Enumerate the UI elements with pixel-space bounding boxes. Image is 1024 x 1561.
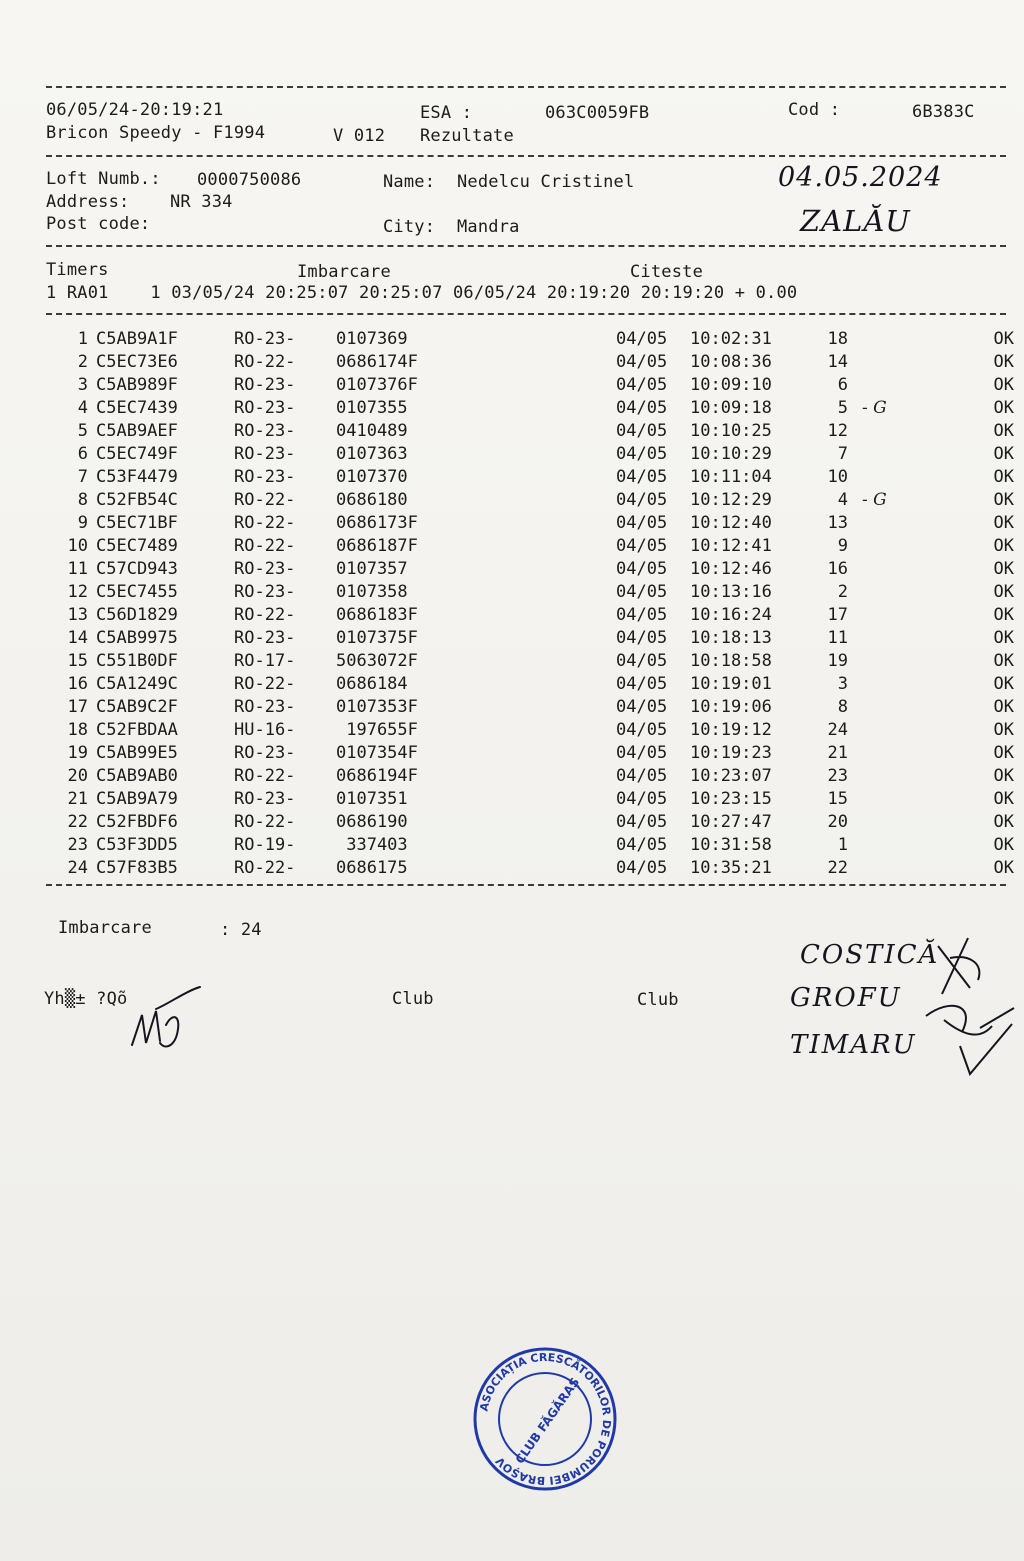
row-number: 7 (77, 466, 88, 487)
status-ok: OK (993, 328, 1014, 349)
arrival-date: 04/05 (616, 765, 668, 786)
status-ok: OK (993, 443, 1014, 464)
status-ok: OK (993, 650, 1014, 671)
arrival-time: 10:16:24 (690, 604, 772, 625)
handwritten-mark (848, 419, 926, 442)
arrival-time: 10:10:29 (690, 443, 772, 464)
arrival-time: 10:18:13 (690, 627, 772, 648)
status-ok: OK (993, 696, 1014, 717)
ring-prefix: RO-23- (234, 742, 296, 763)
chip-id: C551B0DF (96, 650, 178, 671)
row-number: 20 (67, 765, 88, 786)
rank-number: 24 (827, 719, 848, 740)
arrival-date: 04/05 (616, 351, 668, 372)
ring-number: 337403 (336, 834, 408, 855)
ring-number: 0107358 (336, 581, 408, 602)
arrival-time: 10:12:46 (690, 558, 772, 579)
arrival-time: 10:12:41 (690, 535, 772, 556)
status-ok: OK (993, 351, 1014, 372)
row-number: 9 (77, 512, 88, 533)
row-number: 22 (67, 811, 88, 832)
city-label: City: (383, 217, 436, 237)
chip-id: C5EC749F (96, 443, 178, 464)
table-row (46, 741, 1014, 764)
handwritten-place: ZALĂU (800, 204, 911, 238)
rank-number: 23 (827, 765, 848, 786)
status-ok: OK (993, 742, 1014, 763)
divider (46, 155, 1006, 157)
handwritten-mark (848, 580, 926, 603)
ring-number: 0107355 (336, 397, 408, 418)
chip-id: C53F4479 (96, 466, 178, 487)
arrival-time: 10:08:36 (690, 351, 772, 372)
chip-id: C56D1829 (96, 604, 178, 625)
arrival-time: 10:19:23 (690, 742, 772, 763)
arrival-date: 04/05 (616, 673, 668, 694)
stamp-inner-text: CLUB FĂGĂRAȘ (512, 1375, 583, 1467)
arrival-date: 04/05 (616, 512, 668, 533)
table-row (46, 488, 1014, 511)
arrival-date: 04/05 (616, 558, 668, 579)
ring-prefix: RO-23- (234, 466, 296, 487)
table-row (46, 373, 1014, 396)
arrival-date: 04/05 (616, 581, 668, 602)
report-datetime: 06/05/24-20:19:21 (46, 100, 224, 120)
divider (46, 86, 1006, 88)
rank-number: 16 (827, 558, 848, 579)
citeste-header: Citeste (630, 262, 704, 282)
ring-prefix: RO-23- (234, 627, 296, 648)
chip-id: C5AB9C2F (96, 696, 178, 717)
row-number: 24 (67, 857, 88, 878)
status-ok: OK (993, 788, 1014, 809)
arrival-date: 04/05 (616, 811, 668, 832)
ring-number: 0107357 (336, 558, 408, 579)
row-number: 1 (77, 328, 88, 349)
cod-label: Cod : (788, 100, 841, 120)
table-row (46, 787, 1014, 810)
imbarcare-total-value: : 24 (220, 920, 262, 940)
ring-number: 0686190 (336, 811, 408, 832)
chip-id: C57CD943 (96, 558, 178, 579)
loft-label: Loft Numb.: (46, 169, 161, 189)
ring-number: 0107354F (336, 742, 418, 763)
row-number: 21 (67, 788, 88, 809)
ring-prefix: RO-17- (234, 650, 296, 671)
handwritten-name-2: GROFU (790, 983, 902, 1013)
ring-number: 0410489 (336, 420, 408, 441)
status-ok: OK (993, 673, 1014, 694)
handwritten-mark (848, 465, 926, 488)
chip-id: C5AB9975 (96, 627, 178, 648)
row-number: 18 (67, 719, 88, 740)
signature-scribble (126, 985, 206, 1065)
arrival-time: 10:19:01 (690, 673, 772, 694)
arrival-date: 04/05 (616, 857, 668, 878)
handwritten-mark (848, 718, 926, 741)
chip-id: C53F3DD5 (96, 834, 178, 855)
arrival-date: 04/05 (616, 489, 668, 510)
signature-label: Yh▒± ?Qõ (44, 989, 128, 1009)
arrival-time: 10:13:16 (690, 581, 772, 602)
row-number: 5 (77, 420, 88, 441)
timers-label: Timers (46, 260, 109, 280)
row-number: 12 (67, 581, 88, 602)
signature-scribbles (920, 928, 1016, 1078)
rank-number: 13 (827, 512, 848, 533)
ring-number: 0107353F (336, 696, 418, 717)
handwritten-mark (848, 603, 926, 626)
ring-number: 0107363 (336, 443, 408, 464)
rank-number: 1 (837, 834, 848, 855)
status-ok: OK (993, 604, 1014, 625)
chip-id: C5EC71BF (96, 512, 178, 533)
arrival-date: 04/05 (616, 696, 668, 717)
status-ok: OK (993, 374, 1014, 395)
chip-id: C5EC7439 (96, 397, 178, 418)
loft-number: 0000750086 (197, 170, 302, 190)
ring-number: 5063072F (336, 650, 418, 671)
club-label-2: Club (637, 990, 679, 1010)
table-row (46, 695, 1014, 718)
city-value: Mandra (457, 217, 520, 237)
handwritten-mark (848, 327, 926, 350)
arrival-date: 04/05 (616, 397, 668, 418)
table-row (46, 396, 1014, 419)
imbarcare-total-label: Imbarcare (58, 918, 152, 938)
ring-prefix: RO-23- (234, 397, 296, 418)
ring-prefix: RO-22- (234, 673, 296, 694)
arrival-time: 10:19:06 (690, 696, 772, 717)
rank-number: 2 (837, 581, 848, 602)
chip-id: C52FB54C (96, 489, 178, 510)
rank-number: 6 (837, 374, 848, 395)
results-table (46, 327, 1014, 879)
row-number: 6 (77, 443, 88, 464)
table-row (46, 465, 1014, 488)
ring-number: 0686184 (336, 673, 408, 694)
chip-id: C5AB9AEF (96, 420, 178, 441)
row-number: 2 (77, 351, 88, 372)
table-row (46, 764, 1014, 787)
chip-id: C57F83B5 (96, 857, 178, 878)
rank-number: 4 (837, 489, 848, 510)
arrival-time: 10:31:58 (690, 834, 772, 855)
arrival-time: 10:23:07 (690, 765, 772, 786)
status-ok: OK (993, 420, 1014, 441)
rank-number: 5 (837, 397, 848, 418)
handwritten-mark (848, 649, 926, 672)
rank-number: 7 (837, 443, 848, 464)
table-row (46, 649, 1014, 672)
arrival-date: 04/05 (616, 466, 668, 487)
row-number: 10 (67, 535, 88, 556)
arrival-date: 04/05 (616, 650, 668, 671)
status-ok: OK (993, 489, 1014, 510)
handwritten-mark (848, 557, 926, 580)
ring-prefix: RO-22- (234, 489, 296, 510)
ring-prefix: RO-22- (234, 535, 296, 556)
club-label-1: Club (392, 989, 434, 1009)
arrival-time: 10:10:25 (690, 420, 772, 441)
ring-prefix: RO-23- (234, 443, 296, 464)
arrival-time: 10:11:04 (690, 466, 772, 487)
ring-prefix: RO-23- (234, 788, 296, 809)
ring-number: 0686175 (336, 857, 408, 878)
handwritten-mark (848, 810, 926, 833)
arrival-date: 04/05 (616, 627, 668, 648)
handwritten-mark (848, 764, 926, 787)
table-row (46, 350, 1014, 373)
arrival-time: 10:23:15 (690, 788, 772, 809)
row-number: 11 (67, 558, 88, 579)
arrival-date: 04/05 (616, 742, 668, 763)
status-ok: OK (993, 466, 1014, 487)
row-number: 19 (67, 742, 88, 763)
ring-prefix: RO-22- (234, 351, 296, 372)
table-row (46, 534, 1014, 557)
ring-prefix: RO-23- (234, 374, 296, 395)
address-label: Address: (46, 192, 130, 212)
ring-number: 0107351 (336, 788, 408, 809)
rank-number: 8 (837, 696, 848, 717)
table-row (46, 557, 1014, 580)
chip-id: C52FBDAA (96, 719, 178, 740)
ring-number: 0686173F (336, 512, 418, 533)
rank-number: 10 (827, 466, 848, 487)
ring-prefix: RO-22- (234, 512, 296, 533)
ring-number: 0107370 (336, 466, 408, 487)
divider (46, 884, 1006, 886)
table-row (46, 718, 1014, 741)
arrival-time: 10:02:31 (690, 328, 772, 349)
device-name: Bricon Speedy - F1994 (46, 123, 266, 143)
ring-prefix: RO-22- (234, 765, 296, 786)
ring-prefix: RO-23- (234, 558, 296, 579)
handwritten-mark (848, 856, 926, 879)
handwritten-mark: - G (862, 397, 887, 418)
handwritten-date: 04.05.2024 (778, 162, 943, 193)
ring-prefix: RO-23- (234, 328, 296, 349)
name-label: Name: (383, 172, 436, 192)
ring-prefix: RO-23- (234, 696, 296, 717)
timer-row: 1 RA01 1 03/05/24 20:25:07 20:25:07 06/05/24 20:19:20 20:19:20 + 0.00 (46, 283, 798, 303)
handwritten-mark (848, 626, 926, 649)
rank-number: 12 (827, 420, 848, 441)
ring-number: 197655F (336, 719, 418, 740)
handwritten-mark: - G (862, 489, 887, 510)
row-number: 4 (77, 397, 88, 418)
row-number: 17 (67, 696, 88, 717)
report-title: Rezultate (420, 126, 514, 146)
handwritten-mark (848, 373, 926, 396)
rank-number: 18 (827, 328, 848, 349)
chip-id: C52FBDF6 (96, 811, 178, 832)
rank-number: 20 (827, 811, 848, 832)
arrival-date: 04/05 (616, 328, 668, 349)
handwritten-mark (848, 350, 926, 373)
status-ok: OK (993, 512, 1014, 533)
status-ok: OK (993, 397, 1014, 418)
handwritten-mark (848, 534, 926, 557)
ring-number: 0686180 (336, 489, 408, 510)
arrival-time: 10:12:29 (690, 489, 772, 510)
status-ok: OK (993, 627, 1014, 648)
handwritten-mark (848, 695, 926, 718)
rank-number: 15 (827, 788, 848, 809)
arrival-date: 04/05 (616, 443, 668, 464)
row-number: 16 (67, 673, 88, 694)
table-row (46, 810, 1014, 833)
chip-id: C5EC7455 (96, 581, 178, 602)
ring-number: 0686187F (336, 535, 418, 556)
status-ok: OK (993, 581, 1014, 602)
rank-number: 17 (827, 604, 848, 625)
chip-id: C5AB99E5 (96, 742, 178, 763)
device-version: V 012 (333, 126, 386, 146)
chip-id: C5AB9A79 (96, 788, 178, 809)
esa-value: 063C0059FB (545, 103, 650, 123)
ring-number: 0107375F (336, 627, 418, 648)
ring-number: 0107376F (336, 374, 418, 395)
chip-id: C5AB9AB0 (96, 765, 178, 786)
rank-number: 14 (827, 351, 848, 372)
status-ok: OK (993, 535, 1014, 556)
handwritten-mark (848, 511, 926, 534)
arrival-time: 10:09:18 (690, 397, 772, 418)
chip-id: C5EC73E6 (96, 351, 178, 372)
status-ok: OK (993, 765, 1014, 786)
postcode-label: Post code: (46, 214, 151, 234)
row-number: 15 (67, 650, 88, 671)
stamp-outer-text: ASOCIAȚIA CRESCĂTORILOR DE PORUMBEI BRAȘOV (477, 1350, 614, 1488)
handwritten-mark (848, 787, 926, 810)
arrival-time: 10:09:10 (690, 374, 772, 395)
ring-number: 0686174F (336, 351, 418, 372)
table-row (46, 511, 1014, 534)
table-row (46, 419, 1014, 442)
status-ok: OK (993, 834, 1014, 855)
table-row (46, 672, 1014, 695)
ring-number: 0686183F (336, 604, 418, 625)
table-row (46, 327, 1014, 350)
imbarcare-header: Imbarcare (297, 262, 391, 282)
arrival-time: 10:19:12 (690, 719, 772, 740)
status-ok: OK (993, 811, 1014, 832)
arrival-date: 04/05 (616, 535, 668, 556)
rank-number: 21 (827, 742, 848, 763)
divider (46, 245, 1006, 247)
handwritten-mark (848, 741, 926, 764)
row-number: 13 (67, 604, 88, 625)
arrival-date: 04/05 (616, 834, 668, 855)
chip-id: C5AB9A1F (96, 328, 178, 349)
handwritten-name-3: TIMARU (790, 1030, 917, 1060)
arrival-time: 10:12:40 (690, 512, 772, 533)
arrival-time: 10:18:58 (690, 650, 772, 671)
row-number: 3 (77, 374, 88, 395)
table-row (46, 442, 1014, 465)
table-row (46, 856, 1014, 879)
chip-id: C5AB989F (96, 374, 178, 395)
table-row (46, 626, 1014, 649)
row-number: 14 (67, 627, 88, 648)
arrival-date: 04/05 (616, 604, 668, 625)
ring-prefix: RO-23- (234, 581, 296, 602)
row-number: 23 (67, 834, 88, 855)
club-stamp (472, 1346, 618, 1492)
row-number: 8 (77, 489, 88, 510)
arrival-date: 04/05 (616, 788, 668, 809)
ring-prefix: RO-23- (234, 420, 296, 441)
ring-number: 0686194F (336, 765, 418, 786)
rank-number: 11 (827, 627, 848, 648)
ring-prefix: RO-22- (234, 604, 296, 625)
rank-number: 19 (827, 650, 848, 671)
ring-prefix: RO-19- (234, 834, 296, 855)
handwritten-mark (848, 442, 926, 465)
esa-label: ESA : (420, 103, 473, 123)
arrival-date: 04/05 (616, 374, 668, 395)
handwritten-mark (848, 672, 926, 695)
rank-number: 22 (827, 857, 848, 878)
ring-prefix: RO-22- (234, 857, 296, 878)
arrival-date: 04/05 (616, 719, 668, 740)
table-row (46, 580, 1014, 603)
status-ok: OK (993, 857, 1014, 878)
table-row (46, 603, 1014, 626)
table-row (46, 833, 1014, 856)
address-value: NR 334 (170, 192, 233, 212)
arrival-time: 10:27:47 (690, 811, 772, 832)
rank-number: 3 (837, 673, 848, 694)
rank-number: 9 (837, 535, 848, 556)
status-ok: OK (993, 558, 1014, 579)
ring-prefix: HU-16- (234, 719, 296, 740)
arrival-date: 04/05 (616, 420, 668, 441)
handwritten-name-1: COSTICĂ (800, 940, 940, 970)
chip-id: C5A1249C (96, 673, 178, 694)
status-ok: OK (993, 719, 1014, 740)
cod-value: 6B383C (912, 102, 975, 122)
ring-number: 0107369 (336, 328, 408, 349)
divider (46, 313, 1006, 315)
owner-name: Nedelcu Cristinel (457, 172, 635, 192)
ring-prefix: RO-22- (234, 811, 296, 832)
handwritten-mark (848, 833, 926, 856)
chip-id: C5EC7489 (96, 535, 178, 556)
arrival-time: 10:35:21 (690, 857, 772, 878)
